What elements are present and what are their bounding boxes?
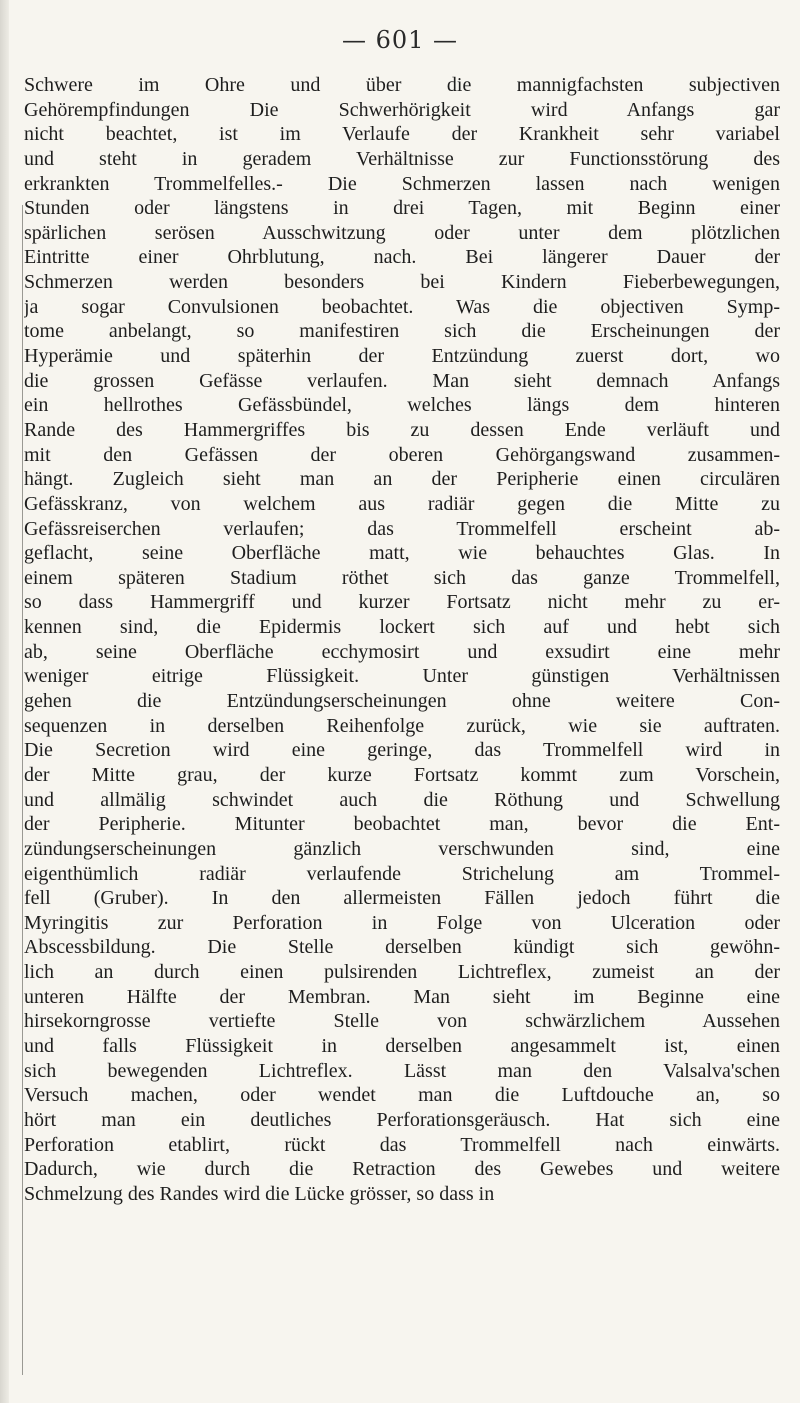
text-line: sequenzen in derselben Reihenfolge zurück, wie sie auftraten. [24, 714, 780, 737]
text-line: ab, seine Oberfläche ecchymosirt und exsudirt eine mehr [24, 640, 780, 663]
text-line: Die Secretion wird eine geringe, das Trommelfell wird in [24, 739, 780, 762]
text-line: tome anbelangt, so manifestiren sich die Erscheinungen der [24, 320, 780, 343]
text-line: Schmerzen werden besonders bei Kindern Fieberbewegungen, [24, 271, 780, 294]
text-line: nicht beachtet, ist im Verlaufe der Krankheit sehr variabel [24, 123, 780, 146]
page-number: — 601 — [341, 26, 459, 54]
text-line: Perforation etablirt, rückt das Trommelfell nach einwärts. [24, 1133, 780, 1156]
text-line: gehen die Entzündungserscheinungen ohne weitere Con- [24, 690, 780, 713]
text-line: Gehörempfindungen Die Schwerhörigkeit wird Anfangs gar [24, 98, 780, 121]
text-line: zündungserscheinungen gänzlich verschwunden sind, eine [24, 837, 780, 860]
text-line: mit den Gefässen der oberen Gehörgangswand zusammen- [24, 443, 780, 466]
binding-gutter [0, 0, 9, 1403]
text-line: hört man ein deutliches Perforationsgeräusch. Hat sich eine [24, 1108, 780, 1131]
text-line: unteren Hälfte der Membran. Man sieht im Beginne eine [24, 985, 780, 1008]
text-line: Schmelzung des Randes wird die Lücke grösser, so dass in [24, 1182, 495, 1205]
text-line: einem späteren Stadium röthet sich das ganze Trommelfell, [24, 566, 780, 589]
text-line: hängt. Zugleich sieht man an der Peripherie einen circulären [24, 468, 780, 491]
text-line: und steht in geradem Verhältnisse zur Functionsstörung des [24, 147, 780, 170]
text-line: Eintritte einer Ohrblutung, nach. Bei längerer Dauer der [24, 246, 780, 269]
text-line: Versuch machen, oder wendet man die Luftdouche an, so [24, 1084, 780, 1107]
text-line: Gefässkranz, von welchem aus radiär gegen die Mitte zu [24, 492, 780, 515]
text-line: die grossen Gefässe verlaufen. Man sieht demnach Anfangs [24, 369, 780, 392]
text-line: fell (Gruber). In den allermeisten Fällen jedoch führt die [24, 887, 780, 910]
text-line: sich bewegenden Lichtreflex. Lässt man den Valsalva'schen [24, 1059, 780, 1082]
text-line: der Peripherie. Mitunter beobachtet man, bevor die Ent- [24, 813, 780, 836]
text-line: ein hellrothes Gefässbündel, welches längs dem hinteren [24, 394, 780, 417]
text-line: der Mitte grau, der kurze Fortsatz kommt zum Vorschein, [24, 763, 780, 786]
text-line: Schwere im Ohre und über die mannigfachsten subjectiven [24, 74, 780, 96]
text-line: und falls Flüssigkeit in derselben angesammelt ist, einen [24, 1034, 780, 1057]
body-text [24, 73, 780, 1206]
text-line: Myringitis zur Perforation in Folge von Ulceration oder [24, 911, 780, 934]
text-line: erkrankten Trommelfelles.- Die Schmerzen lassen nach wenigen [24, 172, 780, 195]
text-line: lich an durch einen pulsirenden Lichtreflex, zumeist an der [24, 961, 780, 984]
text-line: Abscessbildung. Die Stelle derselben kündigt sich gewöhn- [24, 936, 780, 959]
text-line: Dadurch, wie durch die Retraction des Gewebes und weitere [24, 1158, 780, 1181]
text-line: spärlichen serösen Ausschwitzung oder unter dem plötzlichen [24, 221, 780, 244]
text-line: Gefässreiserchen verlaufen; das Trommelfell erscheint ab- [24, 517, 780, 540]
text-line: geflacht, seine Oberfläche matt, wie behauchtes Glas. In [24, 542, 780, 565]
text-line: Rande des Hammergriffes bis zu dessen Ende verläuft und [24, 418, 780, 441]
gutter-shadow-line [22, 205, 23, 1375]
text-line: hirsekorngrosse vertiefte Stelle von schwärzlichem Aussehen [24, 1010, 780, 1033]
text-line: Stunden oder längstens in drei Tagen, mit Beginn einer [24, 197, 780, 220]
text-line: und allmälig schwindet auch die Röthung und Schwellung [24, 788, 780, 811]
text-line: ja sogar Convulsionen beobachtet. Was die objectiven Symp- [24, 295, 780, 318]
text-line: Hyperämie und späterhin der Entzündung zuerst dort, wo [24, 345, 780, 368]
text-line: weniger eitrige Flüssigkeit. Unter günstigen Verhältnissen [24, 665, 780, 688]
text-line: kennen sind, die Epidermis lockert sich auf und hebt sich [24, 616, 780, 639]
text-line: eigenthümlich radiär verlaufende Strichelung am Trommel- [24, 862, 780, 885]
text-line: so dass Hammergriff und kurzer Fortsatz nicht mehr zu er- [24, 591, 780, 614]
